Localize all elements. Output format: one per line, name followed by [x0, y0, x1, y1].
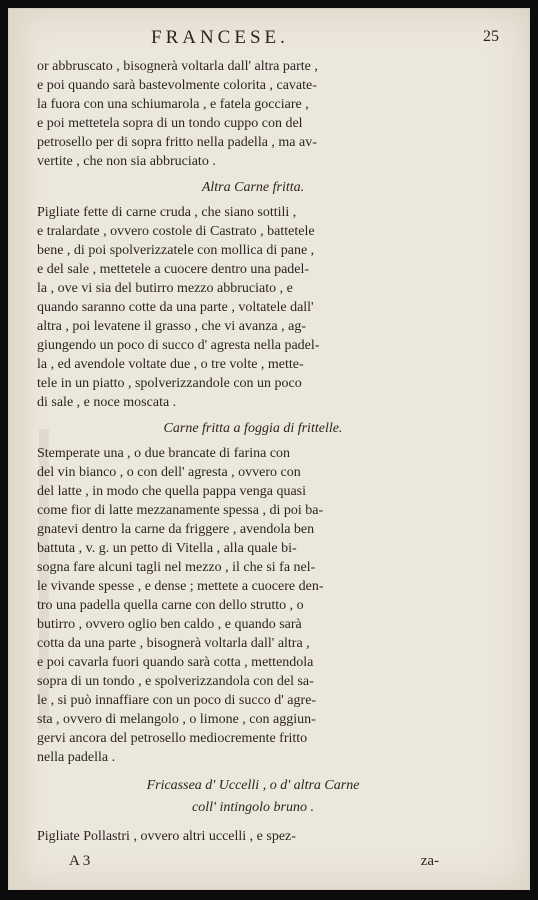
text-line: la fuora con una schiumarola , e fatela gocciare ,	[37, 97, 309, 112]
book-page	[8, 8, 530, 890]
recipe-paragraph-carne-fritta-frittelle	[37, 444, 469, 767]
text-line: tro una padella quella carne con dello strutto , o	[37, 598, 304, 613]
text-line: tele in un piatto , spolverizzandole con un poco	[37, 376, 302, 391]
text-line: sopra di un tondo , e spolverizzandola con del sa-	[37, 674, 314, 689]
section-heading-carne-fritta-frittelle: Carne fritta a foggia di frittelle.	[163, 421, 343, 436]
recipe-paragraph-fricassea	[37, 827, 469, 846]
text-line: sogna fare alcuni tagli nel mezzo , il che si fa nel-	[37, 560, 316, 575]
section-heading-fricassea-line2: coll' intingolo bruno .	[192, 800, 314, 815]
text-line: Pigliate fette di carne cruda , che siano sottili ,	[37, 205, 297, 220]
text-line: nella padella .	[37, 750, 116, 765]
text-line: giungendo un poco di succo d' agresta nella padel-	[37, 338, 320, 353]
spacer	[37, 819, 469, 827]
text-line: battuta , v. g. un petto di Vitella , alla quale bi-	[37, 541, 297, 556]
text-line: altra , poi levatene il grasso , che vi avanza , ag-	[37, 319, 306, 334]
text-line: e tralardate , ovvero costole di Castrato , battetele	[37, 224, 315, 239]
text-line: e del sale , mettetele a cuocere dentro una padel-	[37, 262, 310, 277]
catchword: za-	[420, 853, 439, 869]
text-line: del vin bianco , o con dell' agresta , ovvero con	[37, 465, 301, 480]
text-line: e poi mettetela sopra di un tondo cuppo con del	[37, 116, 303, 131]
text-line: le vivande spesse , e dense ; mettete a cuocere den-	[37, 579, 324, 594]
text-line: or abbruscato , bisognerà voltarla dall' altra parte ,	[37, 59, 318, 74]
section-heading-altra-carne-fritta: Altra Carne fritta.	[201, 180, 305, 195]
text-block	[37, 57, 469, 846]
text-line: petrosello per di sopra fritto nella padella , ma av-	[37, 135, 317, 150]
text-line: sta , ovvero di melangolo , o limone , con aggiun-	[37, 712, 316, 727]
text-line: quando saranno cotte da una parte , voltatele dall'	[37, 300, 314, 315]
text-line: cotta da una parte , bisognerà voltarla dall' altra ,	[37, 636, 310, 651]
page-header	[9, 27, 529, 51]
page-number: 25	[483, 28, 499, 45]
text-line: gervi ancora del petrosello mediocremente fritto	[37, 731, 308, 746]
text-line: Pigliate Pollastri , ovvero altri uccelli , e spez-	[37, 829, 296, 844]
text-line: gnatevi dentro la carne da friggere , avendola ben	[37, 522, 315, 537]
text-line: Stemperate una , o due brancate di farina con	[37, 446, 291, 461]
text-line: vertite , che non sia abbruciato .	[37, 154, 216, 169]
text-line: e poi cavarla fuori quando sarà cotta , mettendola	[37, 655, 314, 670]
intro-paragraph	[37, 57, 469, 171]
text-line: la , ove vi sia del butirro mezzo abbruciato , e	[37, 281, 293, 296]
text-line: butirro , ovvero oglio ben caldo , e quando sarà	[37, 617, 302, 632]
section-heading-fricassea-line1: Fricassea d' Uccelli , o d' altra Carne	[146, 778, 360, 793]
text-line: come fior di latte mezzanamente spessa , di poi ba-	[37, 503, 324, 518]
signature-mark: A 3	[69, 853, 91, 869]
recipe-paragraph-altra-carne-fritta	[37, 203, 469, 412]
text-line: di sale , e noce moscata .	[37, 395, 177, 410]
text-line: e poi quando sarà bastevolmente colorita , cavate-	[37, 78, 317, 93]
text-line: la , ed avendole voltate due , o tre volte , mette-	[37, 357, 304, 372]
text-line: bene , di poi spolverizzatele con mollica di pane ,	[37, 243, 315, 258]
binding-shadow	[9, 9, 35, 889]
text-line: le , si può innaffiare con un poco di succo d' agre-	[37, 693, 317, 708]
text-line: del latte , in modo che quella pappa venga quasi	[37, 484, 307, 499]
page-footer	[9, 849, 529, 889]
running-head: FRANCESE.	[151, 27, 289, 48]
